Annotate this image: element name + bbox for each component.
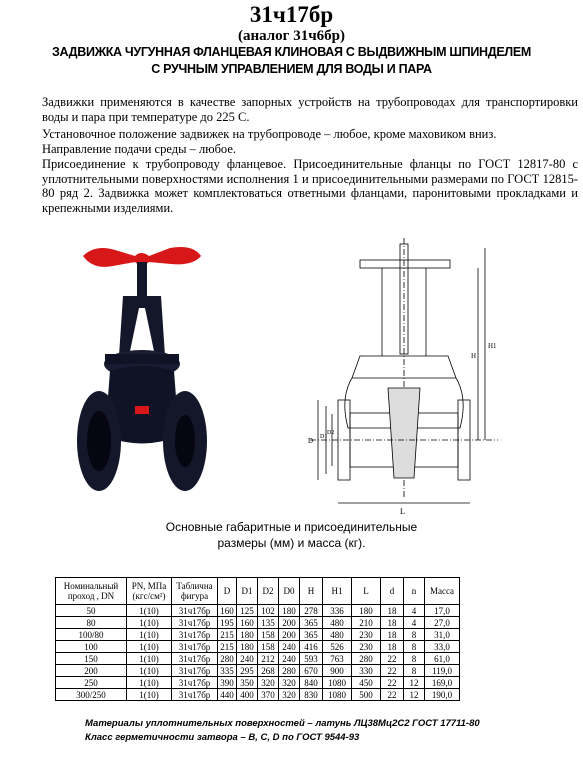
table-cell: 195 xyxy=(218,617,237,629)
table-row xyxy=(56,665,460,677)
table-cell: 336 xyxy=(323,605,352,617)
table-cell: 250 xyxy=(56,677,127,689)
table-cell: 180 xyxy=(279,605,300,617)
table-cell: 200 xyxy=(279,617,300,629)
table-cell: 365 xyxy=(300,629,323,641)
dim-l-label: L xyxy=(400,507,405,516)
table-cell: 1(10) xyxy=(127,605,172,617)
table-cell: 12 xyxy=(404,689,425,701)
table-cell: 830 xyxy=(300,689,323,701)
table-cell: 390 xyxy=(218,677,237,689)
table-header-cell: D xyxy=(218,578,237,605)
table-cell: 330 xyxy=(352,665,381,677)
table-caption-line2: размеры (мм) и масса (кг). xyxy=(217,536,366,550)
table-cell: 190,0 xyxy=(425,689,460,701)
table-cell: 18 xyxy=(381,629,404,641)
table-cell: 160 xyxy=(237,617,258,629)
table-cell: 27,0 xyxy=(425,617,460,629)
table-cell: 100 xyxy=(56,641,127,653)
table-cell: 210 xyxy=(352,617,381,629)
table-cell: 280 xyxy=(352,653,381,665)
dim-d2-label: D2 xyxy=(327,430,335,436)
table-cell: 31ч17бр xyxy=(172,617,218,629)
table-cell: 125 xyxy=(237,605,258,617)
product-analog: (аналог 31ч6бр) xyxy=(237,28,346,44)
table-cell: 593 xyxy=(300,653,323,665)
table-cell: 100/80 xyxy=(56,629,127,641)
dim-h1-label: H1 xyxy=(488,342,497,350)
table-header-cell: Таблична фигура xyxy=(172,578,218,605)
table-cell: 12 xyxy=(404,677,425,689)
table-cell: 1(10) xyxy=(127,629,172,641)
table-cell: 61,0 xyxy=(425,653,460,665)
table-cell: 670 xyxy=(300,665,323,677)
table-cell: 33,0 xyxy=(425,641,460,653)
table-cell: 268 xyxy=(258,665,279,677)
table-cell: 22 xyxy=(381,677,404,689)
tightness-class-note: Класс герметичности затвора – В, С, D по ГОСТ 9544-93 xyxy=(85,732,360,743)
table-cell: 280 xyxy=(218,653,237,665)
table-cell: 17,0 xyxy=(425,605,460,617)
table-cell: 31ч17бр xyxy=(172,653,218,665)
table-header-cell: D1 xyxy=(237,578,258,605)
table-cell: 295 xyxy=(237,665,258,677)
table-cell: 350 xyxy=(237,677,258,689)
table-cell: 180 xyxy=(237,629,258,641)
table-cell: 230 xyxy=(352,629,381,641)
table-cell: 240 xyxy=(279,641,300,653)
table-cell: 31ч17бр xyxy=(172,677,218,689)
table-cell: 440 xyxy=(218,689,237,701)
table-cell: 480 xyxy=(323,617,352,629)
table-cell: 230 xyxy=(352,641,381,653)
table-cell: 22 xyxy=(381,653,404,665)
table-cell: 526 xyxy=(323,641,352,653)
table-header-cell: H1 xyxy=(323,578,352,605)
table-cell: 240 xyxy=(237,653,258,665)
valve-technical-drawing xyxy=(300,238,500,518)
table-cell: 160 xyxy=(218,605,237,617)
table-cell: 1(10) xyxy=(127,689,172,701)
table-cell: 135 xyxy=(258,617,279,629)
table-cell: 1(10) xyxy=(127,641,172,653)
table-cell: 22 xyxy=(381,665,404,677)
table-cell: 22 xyxy=(381,689,404,701)
table-row xyxy=(56,677,460,689)
table-cell: 31ч17бр xyxy=(172,605,218,617)
table-cell: 18 xyxy=(381,605,404,617)
table-header-cell: L xyxy=(352,578,381,605)
dimensions-table xyxy=(55,577,460,701)
table-cell: 18 xyxy=(381,617,404,629)
table-cell: 1(10) xyxy=(127,665,172,677)
table-cell: 240 xyxy=(279,653,300,665)
table-cell: 18 xyxy=(381,641,404,653)
table-cell: 320 xyxy=(258,677,279,689)
dim-d1-label: D1 xyxy=(320,434,328,440)
table-header-cell: PN, МПа (кгс/см²) xyxy=(127,578,172,605)
table-cell: 8 xyxy=(404,629,425,641)
table-cell: 215 xyxy=(218,629,237,641)
description-connection: Присоединение к трубопроводу фланцевое. Присоединительные фланцы по ГОСТ 12817-80 с уплотнительными поверхностями исполнения 1 и присоединительными размерами по ГОСТ 12815-80 ряд 2. Задвижка может комплектоваться ответными фланцами, паронитовыми прокладками и крепежными изделиями. xyxy=(42,157,578,215)
table-cell: 169,0 xyxy=(425,677,460,689)
table-header-cell: Номинальный проход , DN xyxy=(56,578,127,605)
table-cell: 1(10) xyxy=(127,653,172,665)
table-cell: 31ч17бр xyxy=(172,629,218,641)
table-cell: 300/250 xyxy=(56,689,127,701)
table-cell: 1080 xyxy=(323,689,352,701)
table-cell: 320 xyxy=(279,677,300,689)
table-row xyxy=(56,689,460,701)
table-header-row xyxy=(56,578,460,605)
table-header-cell: D2 xyxy=(258,578,279,605)
valve-photo xyxy=(75,236,210,508)
product-model: 31ч17бр xyxy=(249,2,334,27)
description-flow-direction: Направление подачи среды – любое. xyxy=(42,142,237,156)
materials-note: Материалы уплотнительных поверхностей – латунь ЛЦ38Мц2С2 ГОСТ 17711-80 xyxy=(85,718,480,729)
table-cell: 320 xyxy=(279,689,300,701)
table-cell: 200 xyxy=(56,665,127,677)
table-cell: 4 xyxy=(404,617,425,629)
description-installation: Установочное положение задвижек на трубопроводе – любое, кроме маховиком вниз. xyxy=(42,127,497,141)
table-cell: 900 xyxy=(323,665,352,677)
table-cell: 8 xyxy=(404,641,425,653)
table-cell: 416 xyxy=(300,641,323,653)
product-title-line1: ЗАДВИЖКА ЧУГУННАЯ ФЛАНЦЕВАЯ КЛИНОВАЯ С ВЫДВИЖНЫМ ШПИНДЕЛЕМ xyxy=(51,45,532,59)
table-cell: 480 xyxy=(323,629,352,641)
table-cell: 4 xyxy=(404,605,425,617)
table-row xyxy=(56,605,460,617)
table-cell: 763 xyxy=(323,653,352,665)
table-cell: 278 xyxy=(300,605,323,617)
table-cell: 370 xyxy=(258,689,279,701)
table-cell: 158 xyxy=(258,641,279,653)
table-cell: 80 xyxy=(56,617,127,629)
table-cell: 31,0 xyxy=(425,629,460,641)
table-cell: 212 xyxy=(258,653,279,665)
table-cell: 215 xyxy=(218,641,237,653)
table-cell: 840 xyxy=(300,677,323,689)
table-cell: 158 xyxy=(258,629,279,641)
table-row xyxy=(56,653,460,665)
table-cell: 102 xyxy=(258,605,279,617)
table-cell: 450 xyxy=(352,677,381,689)
table-row xyxy=(56,641,460,653)
table-caption-line1: Основные габаритные и присоединительные xyxy=(165,520,418,534)
table-cell: 1(10) xyxy=(127,617,172,629)
table-header-cell: d xyxy=(381,578,404,605)
table-cell: 31ч17бр xyxy=(172,689,218,701)
table-header-cell: n xyxy=(404,578,425,605)
table-cell: 150 xyxy=(56,653,127,665)
table-cell: 500 xyxy=(352,689,381,701)
table-cell: 335 xyxy=(218,665,237,677)
description-application: Задвижки применяются в качестве запорных устройств на трубопроводах для транспортировки воды и пара при температуре до 225 С. xyxy=(42,95,578,124)
table-cell: 180 xyxy=(352,605,381,617)
table-row xyxy=(56,617,460,629)
table-cell: 280 xyxy=(279,665,300,677)
table-cell: 365 xyxy=(300,617,323,629)
table-cell: 31ч17бр xyxy=(172,641,218,653)
table-cell: 1080 xyxy=(323,677,352,689)
table-cell: 180 xyxy=(237,641,258,653)
table-cell: 400 xyxy=(237,689,258,701)
dim-h-label: H xyxy=(471,352,477,360)
table-cell: 31ч17бр xyxy=(172,665,218,677)
table-row xyxy=(56,629,460,641)
product-title-line2: С РУЧНЫМ УПРАВЛЕНИЕМ ДЛЯ ВОДЫ И ПАРА xyxy=(151,62,432,76)
table-cell: 1(10) xyxy=(127,677,172,689)
table-cell: 50 xyxy=(56,605,127,617)
table-header-cell: H xyxy=(300,578,323,605)
dim-d-label: D xyxy=(308,437,314,445)
table-header-cell: D0 xyxy=(279,578,300,605)
table-header-cell: Масса xyxy=(425,578,460,605)
table-cell: 200 xyxy=(279,629,300,641)
table-cell: 8 xyxy=(404,665,425,677)
table-cell: 119,0 xyxy=(425,665,460,677)
table-cell: 8 xyxy=(404,653,425,665)
